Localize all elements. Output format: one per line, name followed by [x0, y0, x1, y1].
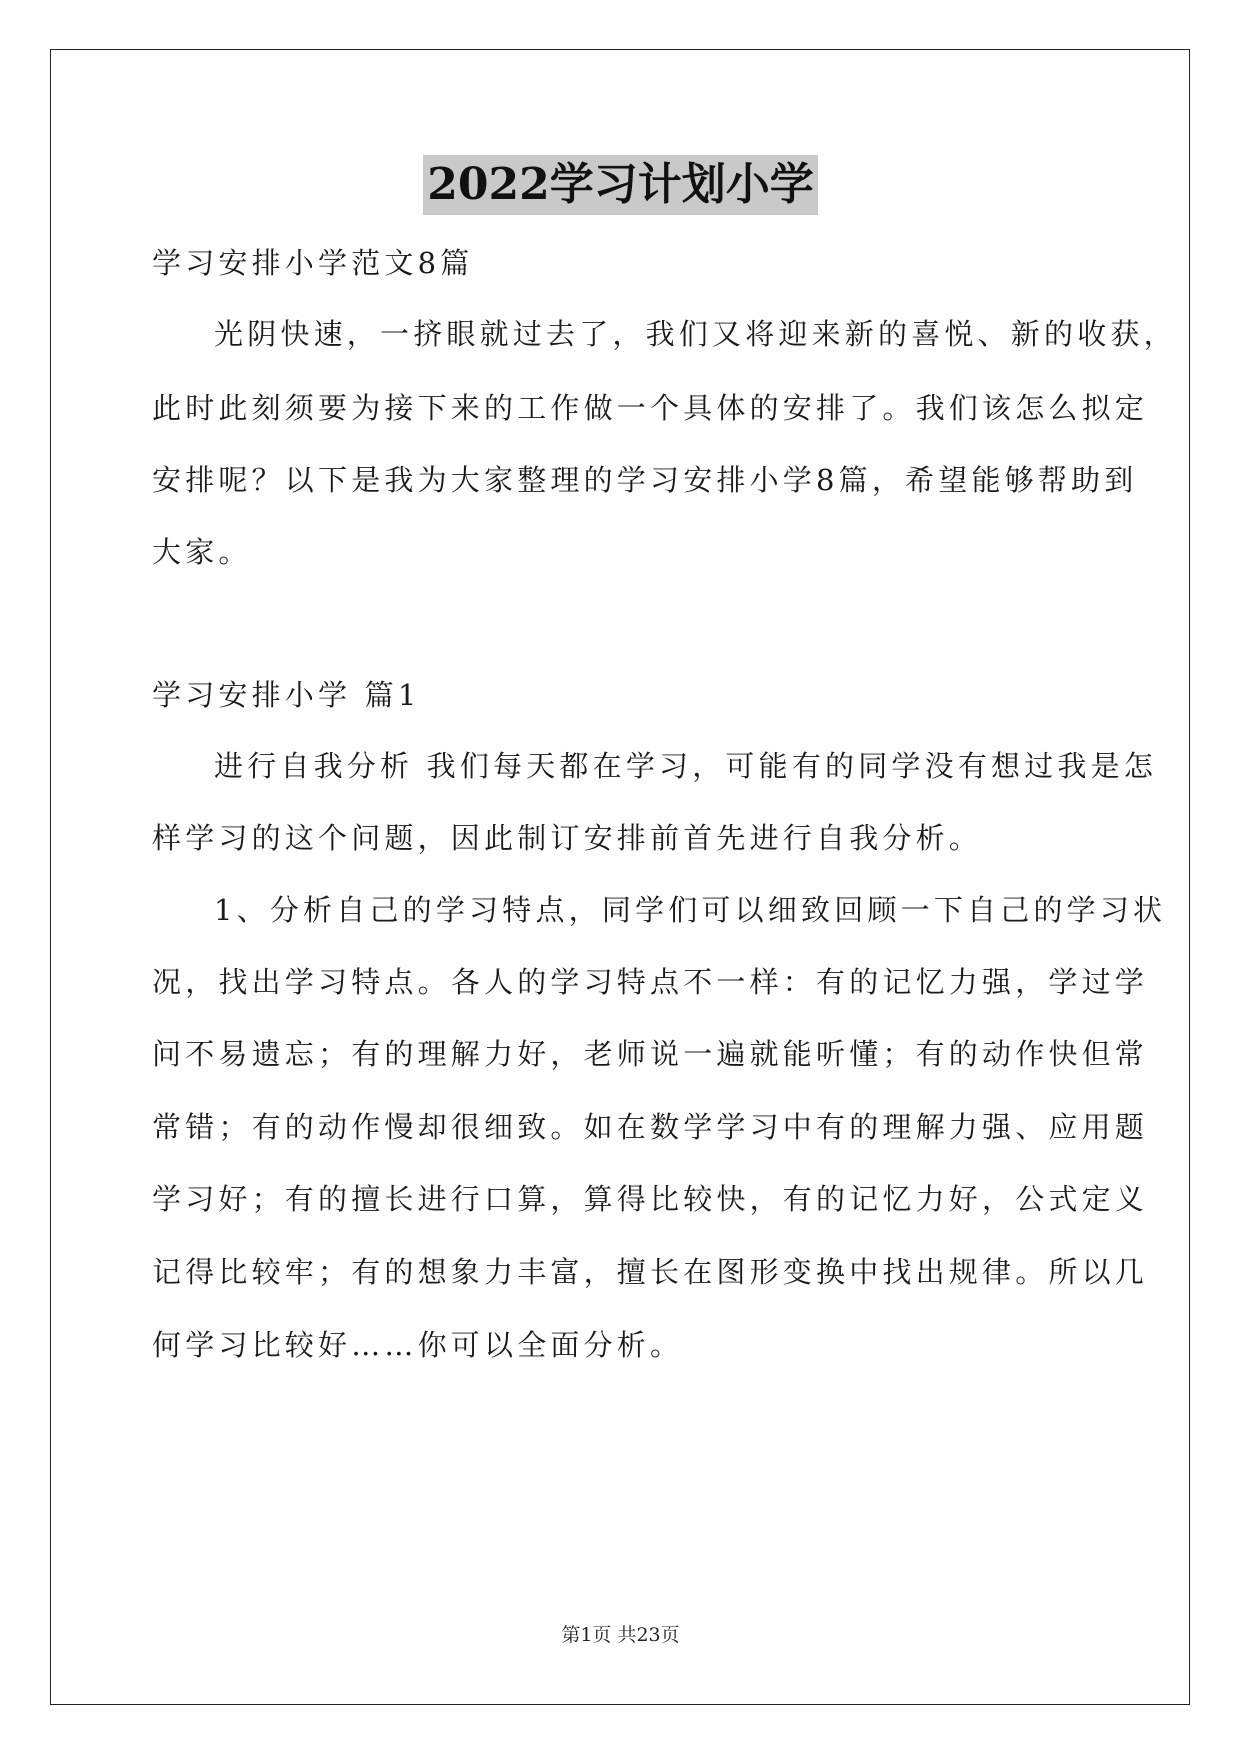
- doc-subtitle: 学习安排小学范文8篇: [152, 246, 474, 280]
- paragraph-line: 光阴快速，一挤眼就过去了，我们又将迎来新的喜悦、新的收获，: [214, 317, 1177, 351]
- paragraph-line: 安排呢？以下是我为大家整理的学习安排小学8篇，希望能够帮助到: [152, 463, 1138, 497]
- paragraph-line: 样学习的这个问题，因此制订安排前首先进行自我分析。: [152, 821, 983, 855]
- paragraph-line: 况，找出学习特点。各人的学习特点不一样：有的记忆力强，学过学: [152, 965, 1149, 999]
- section-heading: 学习安排小学 篇1: [152, 678, 421, 712]
- page-footer: 第1页 共23页: [561, 1624, 680, 1646]
- paragraph-line: 此时此刻须要为接下来的工作做一个具体的安排了。我们该怎么拟定: [152, 391, 1149, 425]
- paragraph-line: 1、分析自己的学习特点，同学们可以细致回顾一下自己的学习状: [214, 893, 1167, 927]
- paragraph-line: 大家。: [152, 535, 252, 569]
- document-title: 2022学习计划小学: [423, 155, 817, 215]
- paragraph-line: 何学习比较好……你可以全面分析。: [152, 1328, 684, 1362]
- paragraph-line: 进行自我分析 我们每天都在学习，可能有的同学没有想过我是怎: [214, 749, 1158, 783]
- paragraph-line: 问不易遗忘；有的理解力好，老师说一遍就能听懂；有的动作快但常: [152, 1037, 1149, 1071]
- title-container: [0, 155, 1241, 215]
- paragraph-line: 学习好；有的擅长进行口算，算得比较快，有的记忆力好，公式定义: [152, 1182, 1149, 1216]
- page-border: [50, 49, 1190, 1705]
- paragraph-line: 常错；有的动作慢却很细致。如在数学学习中有的理解力强、应用题: [152, 1110, 1149, 1144]
- paragraph-line: 记得比较牢；有的想象力丰富，擅长在图形变换中找出规律。所以几: [152, 1255, 1149, 1289]
